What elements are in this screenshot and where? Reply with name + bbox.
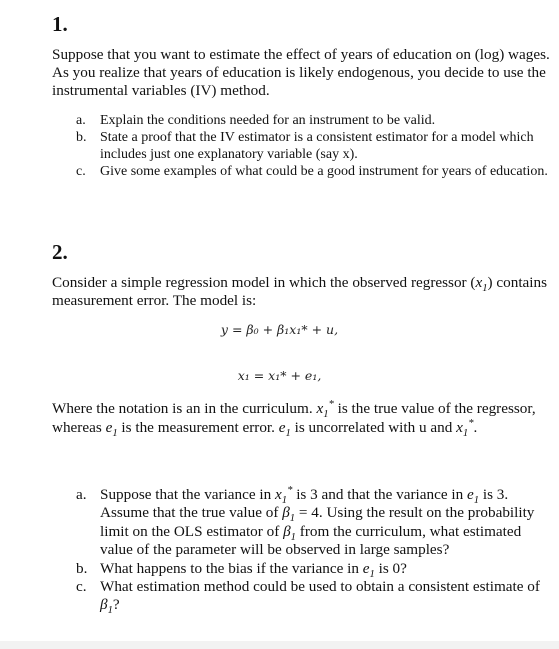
- list-item: [60, 163, 550, 180]
- question-2-intro: [52, 274, 552, 310]
- math-x1-star: $x_1^*$: [316, 398, 334, 421]
- list-item-text: What estimation method could be used to obtain a consistent estimate of: [100, 578, 540, 596]
- list-item-text: is 3 and that the variance in: [292, 486, 468, 503]
- list-item: [60, 486, 554, 560]
- notation-text: .: [473, 418, 478, 436]
- question-1-number: 1.: [52, 12, 68, 36]
- list-item-text: Give some examples of what could be a good instrument for years of education.: [100, 164, 548, 179]
- list-item-text: Suppose that the variance in: [100, 486, 276, 503]
- list-item-text: Explain the conditions needed for an instrument to be valid.: [100, 113, 436, 128]
- list-item-text: from the curriculum, what estimated value of the parameter will be observed in large samples?: [100, 522, 522, 559]
- math-beta1: $\beta_1$: [100, 596, 113, 617]
- list-item-text: ?: [112, 596, 120, 614]
- notation-text: is the true value of the regressor, whereas: [52, 400, 536, 436]
- math-x1-star: $x_1^*$: [275, 484, 293, 507]
- page-bottom-edge: [0, 641, 559, 649]
- list-item: [60, 129, 550, 163]
- list-marker: c.: [76, 164, 86, 179]
- list-marker: c.: [76, 578, 87, 596]
- math-beta1: $\beta_1$: [283, 522, 296, 543]
- list-marker: a.: [76, 486, 87, 503]
- math-e1: $e_1$: [105, 418, 118, 439]
- list-marker: a.: [76, 113, 86, 128]
- list-item: [60, 560, 554, 578]
- math-e1: $e_1$: [467, 486, 480, 507]
- math-x1: $x_1$: [475, 274, 488, 295]
- math-beta1: $\beta_1$: [282, 504, 296, 525]
- list-item-text: is 0?: [374, 559, 407, 577]
- question-2-number: 2.: [52, 240, 68, 264]
- question-1-intro: Suppose that you want to estimate the effect of years of education on (log) wages. As you realize that years of education is likely endogenous, you decide to use the instrumental variables (IV) method.: [52, 46, 550, 99]
- list-item-text: is 3. Assume that the true value of: [100, 486, 509, 522]
- question-2-list: [60, 486, 554, 615]
- question-2-notation: [52, 400, 552, 437]
- notation-text: Where the notation is an in the curriculum.: [52, 400, 317, 417]
- list-marker: b.: [76, 559, 88, 577]
- question-1-list: [60, 112, 550, 180]
- list-item: [60, 578, 554, 615]
- intro-text: Consider a simple regression model in which the observed regressor (: [52, 274, 476, 291]
- list-item-text: State a proof that the IV estimator is a consistent estimator for a model which includes just one explanatory variable (say x).: [100, 130, 534, 162]
- notation-text: is the measurement error.: [117, 418, 279, 436]
- math-x1-star: $x_1^*$: [456, 417, 474, 439]
- math-e1: $e_1$: [362, 559, 375, 580]
- intro-text: ) contains measurement error. The model is:: [52, 274, 547, 309]
- equation-measurement: x₁ = x₁* + e₁,: [237, 368, 322, 383]
- notation-text: is uncorrelated with u and: [290, 418, 457, 436]
- list-item: [60, 112, 550, 129]
- list-marker: b.: [76, 130, 87, 145]
- equation-model: y = β₀ + β₁x₁* + u,: [220, 322, 339, 337]
- list-item-text: What happens to the bias if the variance in: [100, 559, 363, 577]
- list-item-text: = 4. Using the result on the probability limit on the OLS estimator of: [100, 504, 535, 540]
- math-e1: $e_1$: [278, 418, 291, 439]
